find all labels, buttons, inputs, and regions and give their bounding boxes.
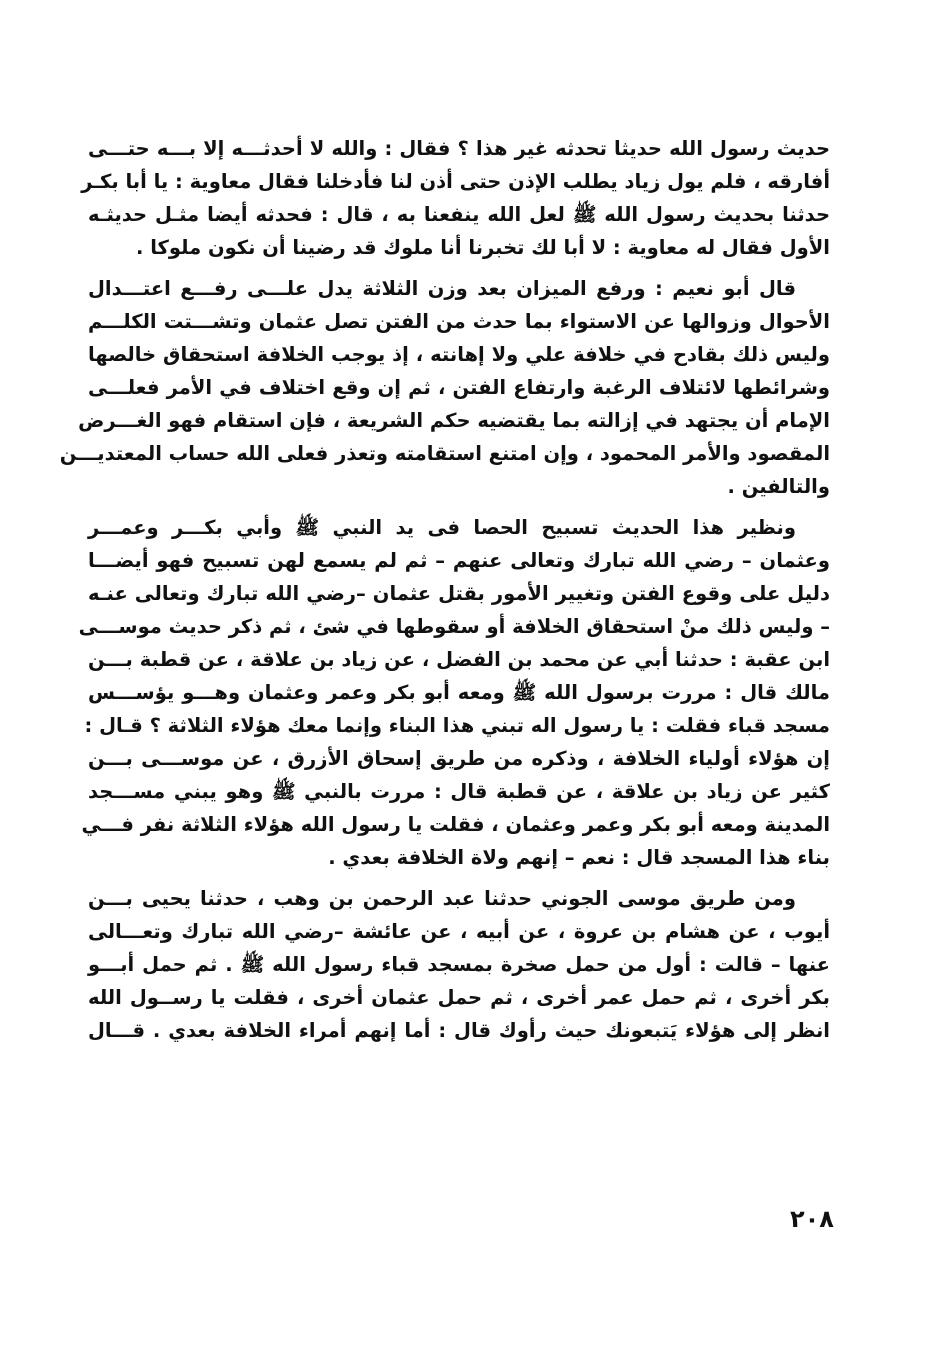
text-line: إن هؤلاء أولياء الخلافة ، وذكره من طريق إسحاق الأزرق ، عن موســـى بـــن [88,747,830,770]
text-line: الأول فقال له معاوية : لا أبا لك تخبرنا أنا ملوك قد رضينا أن نكون ملوكا . [136,236,830,259]
paragraph [59,272,830,503]
text-line: المقصود والأمر المحمود ، وإن امتنع استقامته وتعذر فعلى الله حساب المعتديـــن [59,442,830,465]
text-line: بناء هذا المسجد قال : نعم – إنهم ولاة الخلافة بعدي . [328,846,830,869]
body-text [59,132,830,1047]
text-line: حديث رسول الله حديثا تحدثه غير هذا ؟ فقال : والله لا أحدثـــه إلا بـــه حتـــى [88,137,830,160]
text-line: وشرائطها لائتلاف الرغبة وارتفاع الفتن ، ثم إن وقع اختلاف في الأمر فعلـــى [88,376,830,399]
text-line: ومن طريق موسى الجوني حدثنا عبد الرحمن بن وهب ، حدثنا يحيى بـــن [88,887,796,910]
paragraph [78,511,830,874]
text-line: أفارقه ، فلم يول زياد يطلب الإذن حتى أذن لنا فأدخلنا فقال معاوية : يا أبا بكـر [81,170,830,193]
page-number: ٢٠٨ [790,1205,834,1233]
text-line: الإمام أن يجتهد في إزالته بما يقتضيه حكم الشريعة ، فإن استقام فهو الغـــرض [78,409,830,432]
paragraph [88,882,830,1047]
text-line: عنها – قالت : أول من حمل صخرة بمسجد قباء رسول الله ﷺ . ثم حمل أبـــو [88,953,830,976]
text-line: – وليس ذلك منْ استحقاق الخلافة أو سقوطها في شئ ، ثم ذكر حديث موســـى [78,615,830,638]
paragraph [81,132,830,264]
text-line: مالك قال : مررت برسول الله ﷺ ومعه أبو بكر وعمر وعثمان وهـــو يؤســـس [88,681,830,704]
text-line: قال أبو نعيم : ورفع الميزان بعد وزن الثلاثة يدل علـــى رفـــع اعتـــدال [88,277,796,300]
text-line: الأحوال وزوالها عن الاستواء بما حدث من الفتن تصل عثمان وتشـــتت الكلـــم [88,310,830,333]
text-line: المدينة ومعه أبو بكر وعمر وعثمان ، فقلت يا رسول الله هؤلاء الثلاثة نفر فـــي [81,813,830,836]
text-line: حدثنا بحديث رسول الله ﷺ لعل الله ينفعنا به ، قال : فحدثه أيضا مثـل حديثـه [88,203,830,226]
text-line: أيوب ، عن هشام بن عروة ، عن أبيه ، عن عائشة –رضي الله تبارك وتعـــالى [88,920,830,943]
text-line: وليس ذلك بقادح في خلافة علي ولا إهانته ، إذ يوجب الخلافة استحقاق خالصها [88,343,830,366]
text-line: بكر أخرى ، ثم حمل عمر أخرى ، ثم حمل عثمان أخرى ، فقلت يا رســول الله [88,986,830,1009]
text-line: وعثمان – رضي الله تبارك وتعالى عنهم – ثم لم يسمع لهن تسبيح فهو أيضـــا [88,549,830,572]
text-line: مسجد قباء فقلت : يا رسول اله تبني هذا البناء وإنما معك هؤلاء الثلاثة ؟ قـال : [84,714,830,737]
text-line: ونظير هذا الحديث تسبيح الحصا فى يد النبي ﷺ وأبي بكـــر وعمـــر [88,516,796,539]
text-line: كثير عن زياد بن علاقة ، عن قطبة قال : مررت بالنبي ﷺ وهو يبني مســـجد [88,780,830,803]
text-line: انظر إلى هؤلاء يَتبعونك حيث رأوك قال : أما إنهم أمراء الخلافة بعدي . قـــال [88,1019,830,1042]
text-line: دليل على وقوع الفتن وتغيير الأمور بقتل عثمان –رضي الله تبارك وتعالى عنـه [88,582,830,605]
text-line: ابن عقبة : حدثنا أبي عن محمد بن الفضل ، عن زياد بن علاقة ، عن قطبة بـــن [88,648,830,671]
text-line: والتالفين . [727,475,830,498]
